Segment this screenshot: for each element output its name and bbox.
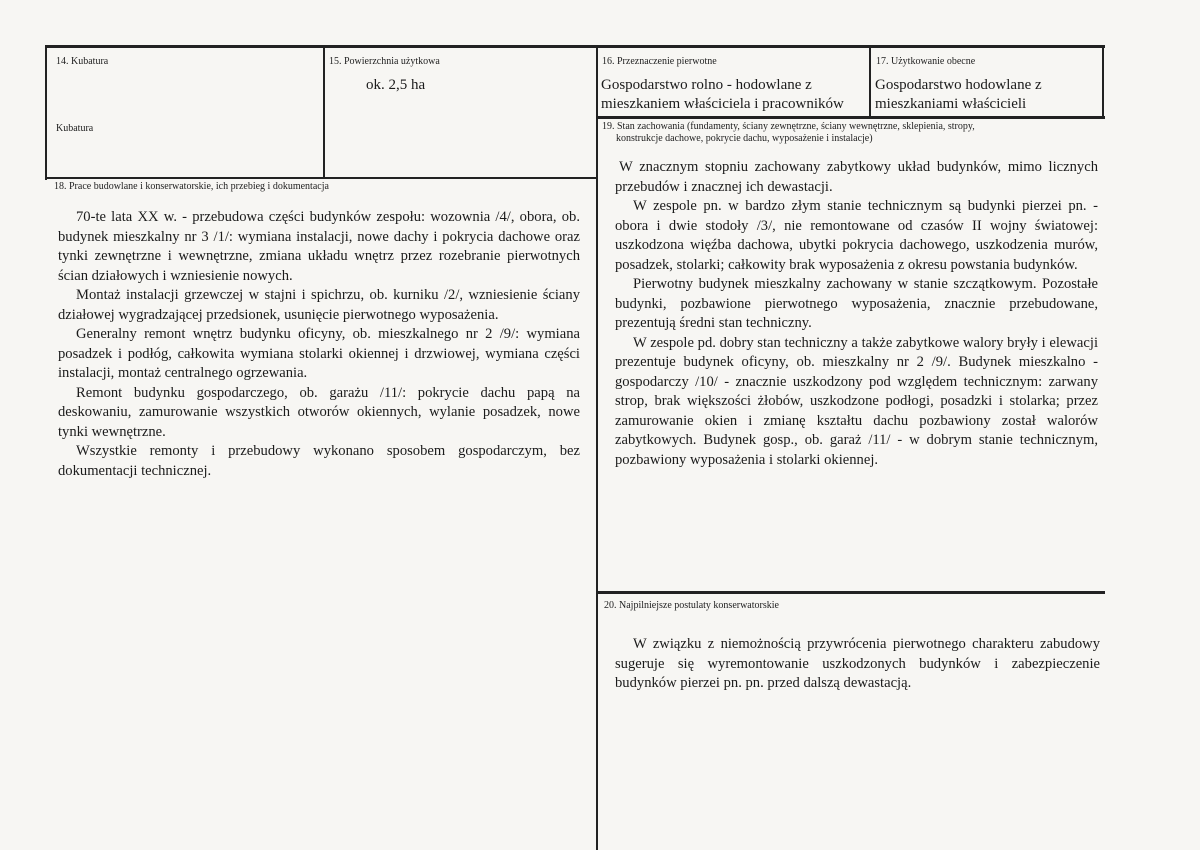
field-16-label: 16. Przeznaczenie pierwotne: [602, 56, 717, 67]
divider: [45, 177, 597, 179]
divider: [596, 591, 1105, 594]
paragraph: W znacznym stopniu zachowany zabytkowy układ budynków, mimo licznych przebudów i znacznej ich dewastacji.: [615, 159, 1098, 195]
field-20-text: [615, 635, 1100, 694]
divider: [869, 45, 871, 118]
value-line: mieszkaniami właścicieli: [875, 96, 1027, 112]
divider: [45, 45, 47, 180]
paragraph: W związku z niemożnością przywrócenia pierwotnego charakteru zabudowy sugeruje się wyremontowanie uszkodzonych budynków i zabezpieczenie budynków pierzei pn. pn. przed dalszą dewastacją.: [615, 636, 1100, 691]
top-border: [45, 45, 1105, 48]
paragraph: Remont budynku gospodarczego, ob. garażu /11/: pokrycie dachu papą na deskowaniu, zamurowanie wszystkich otworów okiennych, wylanie posadzek, nowe tynki wewnętrzne.: [58, 384, 580, 440]
value-line: Gospodarstwo hodowlane z: [875, 77, 1042, 93]
field-14-value: Kubatura: [56, 123, 94, 134]
divider: [1102, 45, 1104, 118]
field-20-label: 20. Najpilniejsze postulaty konserwatorskie: [604, 600, 779, 611]
field-17-label: 17. Użytkowanie obecne: [876, 56, 976, 67]
value-line: mieszkaniem właściciela i pracowników: [601, 96, 844, 112]
field-17-value: [875, 76, 1042, 114]
field-14-label: 14. Kubatura: [56, 56, 109, 67]
paragraph: 70-te lata XX w. - przebudowa części budynków zespołu: wozownia /4/, obora, ob. budynek mieszkalny nr 3 /1/: wymiana instalacji, nowe dachy i pokrycia dachowe oraz tynki zewnętrzne i wewnętrzne, zmiana układu wnętrz przez rozebranie pierwotnych ścian działowych i wzniesienie nowych.: [58, 209, 580, 284]
divider: [323, 45, 325, 178]
paragraph: Montaż instalacji grzewczej w stajni i spichrzu, ob. kurniku /2/, wzniesienie ściany działowej wygradzającej przedsionek, usunięcie pierwotnego wyposażenia.: [58, 287, 580, 323]
value-line: Gospodarstwo rolno - hodowlane z: [601, 77, 812, 93]
paragraph: Wszystkie remonty i przebudowy wykonano sposobem gospodarczym, bez dokumentacji technicznej.: [58, 443, 580, 479]
field-18-label: 18. Prace budowlane i konserwatorskie, ich przebieg i dokumentacja: [54, 181, 329, 192]
field-19-text: [615, 158, 1098, 470]
field-15-label: 15. Powierzchnia użytkowa: [329, 56, 440, 67]
field-15-value: ok. 2,5 ha: [366, 77, 426, 93]
divider: [596, 45, 598, 850]
divider: [596, 116, 1105, 119]
paragraph: Pierwotny budynek mieszkalny zachowany w stanie szczątkowym. Pozostałe budynki, pozbawione pierwotnego wyposażenia, znacznie przebudowane, prezentują średni stan techniczny.: [615, 276, 1098, 331]
paragraph: W zespole pn. w bardzo złym stanie technicznym są budynki pierzei pn. - obora i dwie stodoły /3/, nie remontowane od czasów II wojny światowej: uszkodzona więźba dachowa, ubytki pokrycia dachowego, uszkodzenia murów, posadzek, stolarki; całkowity brak wyposażenia z okresu powstania budynków.: [615, 198, 1098, 273]
field-19-label-cont: konstrukcje dachowe, pokrycie dachu, wyposażenie i instalacje): [616, 133, 873, 144]
paragraph: Generalny remont wnętrz budynku oficyny, ob. mieszkalnego nr 2 /9/: wymiana posadzek i podłóg, całkowita wymiana stolarki okiennej i drzwiowej, wymiana części instalacji, montaż centralnego ogrzewania.: [58, 326, 580, 381]
field-16-value: [601, 76, 844, 114]
field-18-text: [58, 208, 580, 481]
paragraph: W zespole pd. dobry stan techniczny a także zabytkowe walory bryły i elewacji prezentuje budynek oficyny, ob. mieszkalny nr 2 /9/. Budynek mieszkalno - gospodarczy /10/ - znacznie uszkodzony pod względem technicznym: zarwany strop, brak większości żłobów, uszkodzone podłogi, posadzki i stolarka; przez zamurowanie okien i zmianę kształtu dachu pozbawiony został walorów zabytkowych. Budynek gosp., ob. garaż /11/ - w dobrym stanie technicznym, pozbawiony wyposażenia i stolarki okiennej.: [615, 334, 1098, 468]
field-19-label: 19. Stan zachowania (fundamenty, ściany zewnętrzne, ściany wewnętrzne, sklepienia, stropy,: [602, 121, 975, 132]
